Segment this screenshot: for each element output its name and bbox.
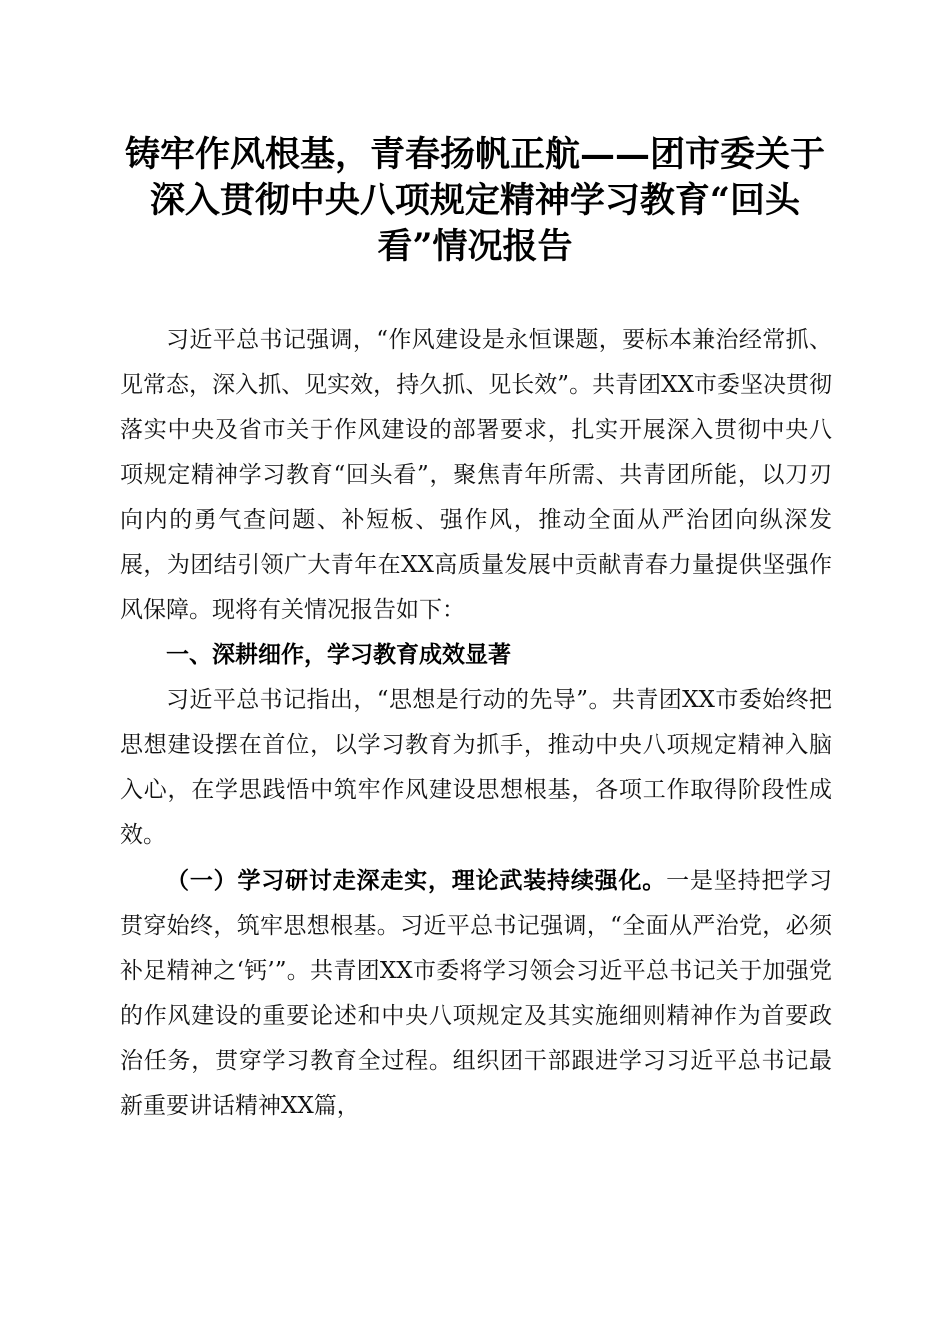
subsection-1-body: 一是坚持把学习贯穿始终，筑牢思想根基。习近平总书记强调，“全面从严治党，必须补足精神之‘钙’”。共青团XX市委将学习领会习近平总书记关于加强党的作风建设的重要论述和中央八项规定及其实施细则精神作为首要政治任务，贯穿学习教育全过程。组织团干部跟进学习习近平总书记最新重要讲话精神XX篇，	[120, 868, 833, 1119]
section-1-heading: 一、深耕细作，学习教育成效显著	[166, 642, 511, 668]
document-body	[120, 318, 832, 1129]
subsection-1-paragraph	[120, 858, 832, 1129]
document-title: 铸牢作风根基，青春扬帆正航——团市委关于深入贯彻中央八项规定精神学习教育“回头看”情况报告	[124, 134, 825, 267]
intro-paragraph: 习近平总书记强调，“作风建设是永恒课题，要标本兼治经常抓、见常态，深入抓、见实效，持久抓、见长效”。共青团XX市委坚决贯彻落实中央及省市关于作风建设的部署要求，扎实开展深入贯彻中央八项规定精神学习教育“回头看”，聚焦青年所需、共青团所能，以刀刃向内的勇气查问题、补短板、强作风，推动全面从严治团向纵深发展，为团结引领广大青年在XX高质量发展中贡献青春力量提供坚强作风保障。现将有关情况报告如下：	[120, 327, 832, 623]
section-1-paragraph: 习近平总书记指出，“思想是行动的先导”。共青团XX市委始终把思想建设摆在首位，以学习教育为抓手，推动中央八项规定精神入脑入心，在学思践悟中筑牢作风建设思想根基，各项工作取得阶段性成效。	[120, 687, 832, 848]
subsection-1-heading: （一）学习研讨走深走实，理论武装持续强化。	[166, 867, 667, 894]
